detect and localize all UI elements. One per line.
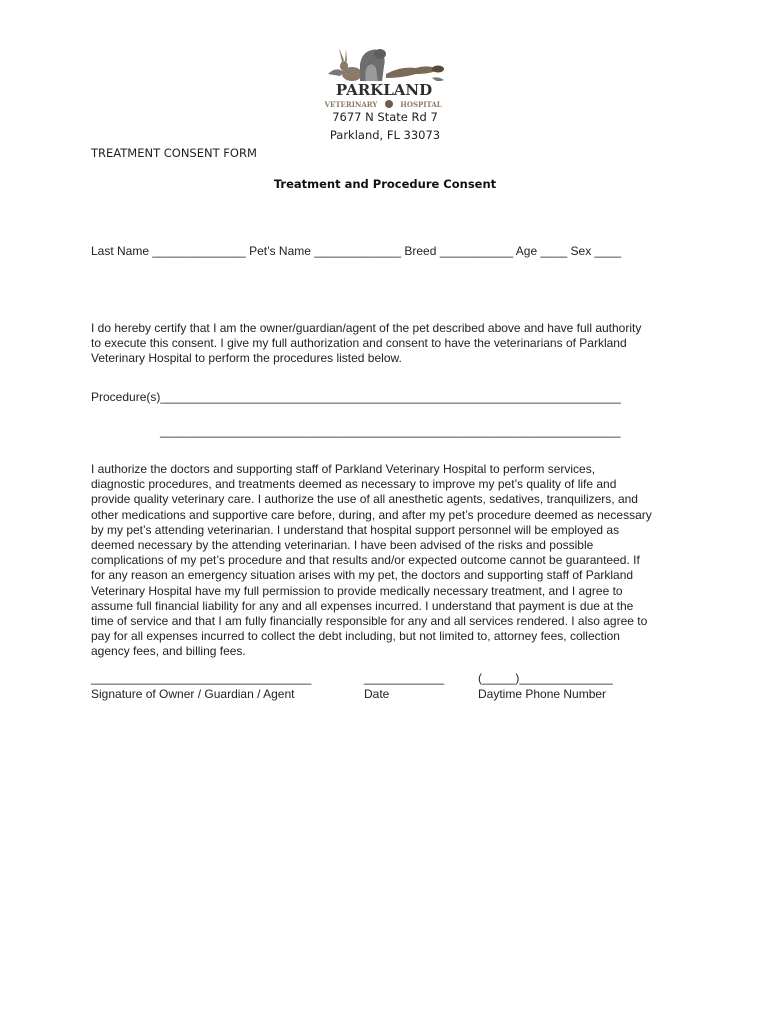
owner-signature-line[interactable]: _________________________________ [91,671,312,685]
paragraph-line: for any reason an emergency situation arises with my pet, the doctors and supporting staff of Parkland [91,568,634,583]
logo-wordmark: PARKLAND [335,81,433,99]
owner-signature-label: Signature of Owner / Guardian / Agent [91,687,295,701]
paragraph-line: diagnostic procedures, and treatments deemed as necessary to improve my pet’s quality of life and [91,477,617,492]
paragraph-line: time of service and that I am fully financially responsible for any and all services rendered. I also agree to [91,614,648,629]
paw-icon [385,100,393,108]
form-subtitle: Treatment and Procedure Consent [273,177,497,191]
pet-info-fields[interactable]: Last Name ______________ Pet’s Name _____________ Breed ___________ Age ____ Sex ____ [91,244,622,258]
paragraph-line: assume full financial liability for any and all expenses incurred. I understand that payment is due at the [91,598,634,613]
paragraph-line: Veterinary Hospital to perform the procedures listed below. [91,351,402,366]
procedures-field-continued[interactable]: _____________________________________________________________________ [160,424,621,438]
certification-paragraph [91,321,691,367]
paragraph-line: other medications and supportive care before, during, and after my pet’s procedure deemed as necessary [91,507,652,522]
paragraph-line: agency fees, and billing fees. [91,644,246,659]
date-label: Date [364,687,390,701]
authorization-paragraph [91,462,691,660]
paragraph-line: pay for all expenses incurred to collect the debt including, but not limited to, attorney fees, collection [91,629,620,644]
phone-label: Daytime Phone Number [478,687,607,701]
paragraph-line: I do hereby certify that I am the owner/guardian/agent of the pet described above and have full authority [91,321,642,335]
paragraph-line: I authorize the doctors and supporting staff of Parkland Veterinary Hospital to perform services, [91,462,596,476]
form-title: TREATMENT CONSENT FORM [91,146,257,160]
phone-line[interactable]: (_____)______________ [478,671,613,685]
paragraph-line: deemed necessary by the attending veterinarian. I have been advised of the risks and possible [91,538,594,553]
logo-subtext-left: VETERINARY [324,100,378,109]
paragraph-line: Veterinary Hospital have my full permission to provide medically necessary treatment, and I agree to [91,583,623,598]
procedures-field[interactable]: Procedure(s)_____________________________________________________________________ [91,390,621,404]
paragraph-line: by my pet’s attending veterinarian. I understand that hospital support personnel will be employed as [91,522,620,537]
paragraph-line: provide quality veterinary care. I authorize the use of all anesthetic agents, sedatives, tranquilizers, and [91,492,638,507]
address-line-2: Parkland, FL 33073 [329,128,441,142]
address-line-1: 7677 N State Rd 7 [332,110,438,124]
logo-subtext-right: HOSPITAL [400,100,442,109]
parkland-logo [320,44,450,112]
paragraph-line: complications of my pet’s procedure and that results and/or expected outcome cannot be guaranteed. If [91,553,640,568]
paragraph-line: to execute this consent. I give my full authorization and consent to have the veterinarians of Parkland [91,336,627,351]
date-line[interactable]: ____________ [364,671,445,685]
